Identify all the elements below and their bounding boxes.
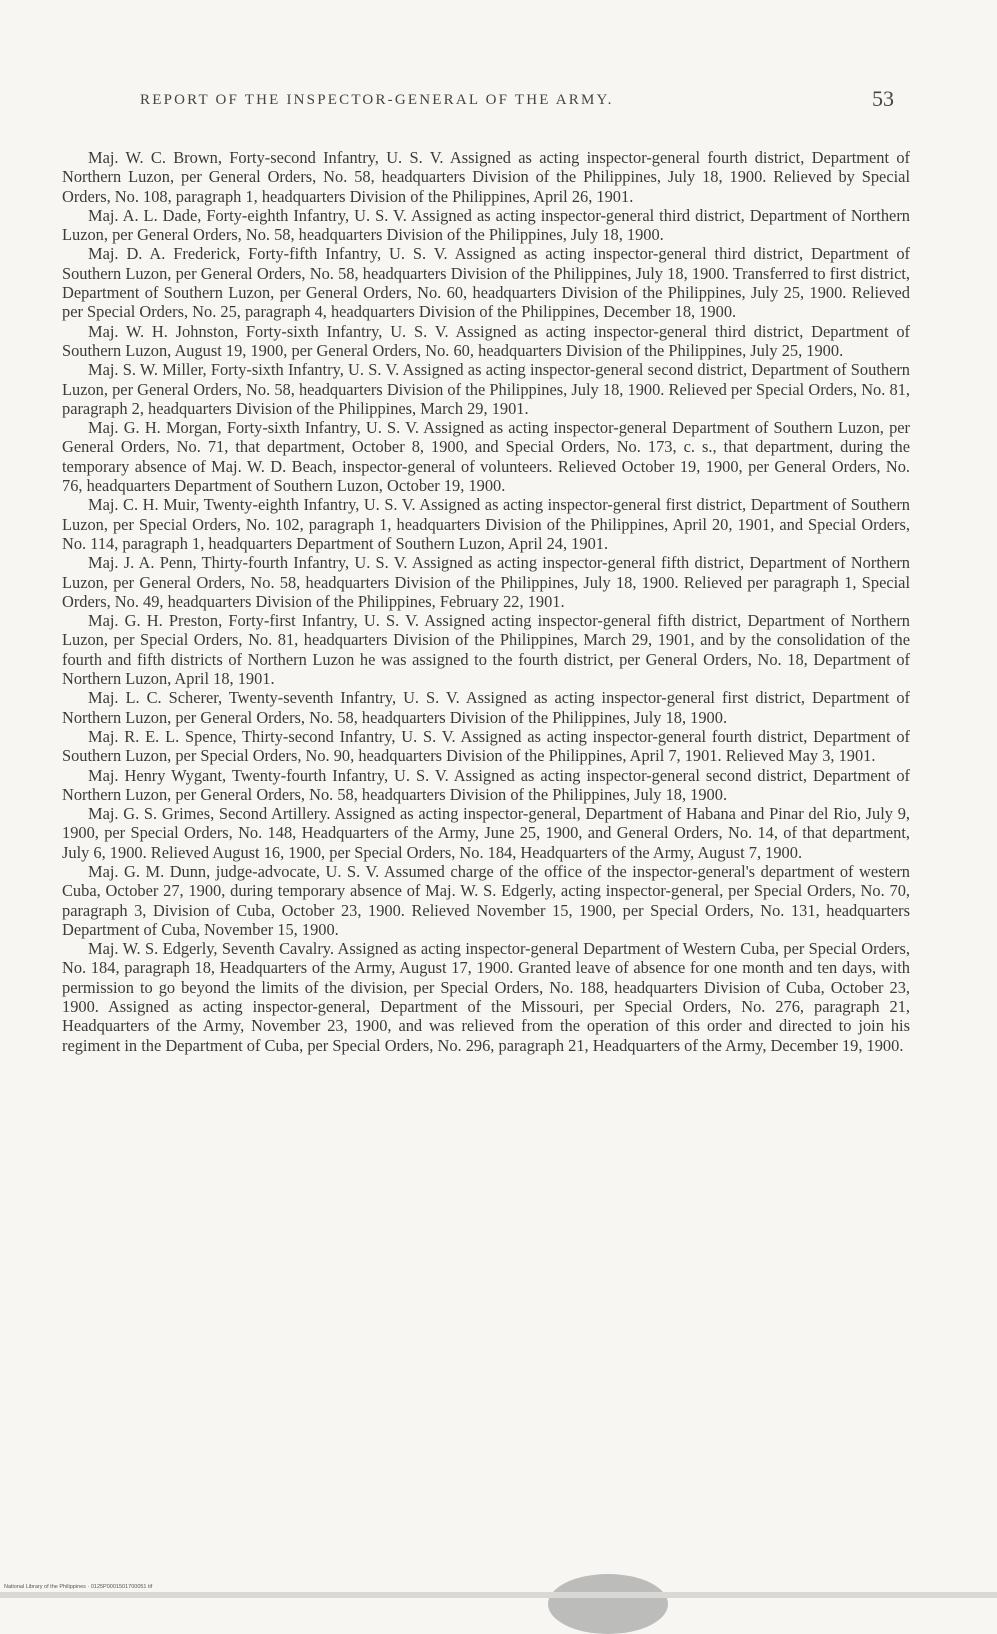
entry-penn: Maj. J. A. Penn, Thirty-fourth Infantry, U. S. V. Assigned as acting inspector-general fifth district, Department of Northern Luzon, per General Orders, No. 58, headquarters Division of the Philippines, July 18, 1900. Relieved per paragraph 1, Special Orders, No. 49, headquarters Division of the Philippines, February 22, 1901. bbox=[62, 553, 910, 611]
entry-miller: Maj. S. W. Miller, Forty-sixth Infantry, U. S. V. Assigned as acting inspector-general second district, Department of Southern Luzon, per General Orders, No. 58, headquarters Division of the Philippines, July 18, 1900. Relieved per Special Orders, No. 81, paragraph 2, headquarters Division of the Philippines, March 29, 1901. bbox=[62, 360, 910, 418]
scan-edge-shadow bbox=[548, 1574, 668, 1634]
page-header bbox=[120, 86, 900, 116]
entry-edgerly: Maj. W. S. Edgerly, Seventh Cavalry. Assigned as acting inspector-general Department of Western Cuba, per Special Orders, No. 184, paragraph 18, Headquarters of the Army, August 17, 1900. Granted leave of absence for one month and ten days, with permission to go beyond the limits of the division, per Special Orders, No. 188, headquarters Division of Cuba, October 23, 1900. Assigned as acting inspector-general, Department of the Missouri, per Special Orders, No. 276, paragraph 21, Headquarters of the Army, November 23, 1900, and was relieved from the operation of this order and directed to join his regiment in the Department of Cuba, per Special Orders, No. 296, paragraph 21, Headquarters of the Army, December 19, 1900. bbox=[62, 939, 910, 1055]
scan-bottom-edge bbox=[0, 1592, 997, 1598]
page-number: 53 bbox=[872, 86, 894, 111]
entry-wygant: Maj. Henry Wygant, Twenty-fourth Infantry, U. S. V. Assigned as acting inspector-general second district, Department of Northern Luzon, per General Orders, No. 58, headquarters Division of the Philippines, July 18, 1900. bbox=[62, 765, 910, 804]
entry-preston: Maj. G. H. Preston, Forty-first Infantry, U. S. V. Assigned acting inspector-general fifth district, Department of Northern Luzon, per Special Orders, No. 81, headquarters Division of the Philippines, March 29, 1901, and by the consolidation of the fourth and fifth districts of Northern Luzon he was assigned to the fourth district, per General Orders, No. 18, Department of Northern Luzon, April 18, 1901. bbox=[62, 611, 910, 689]
scan-footer-note: National Library of the Philippines · 0125P0001501700051 tif bbox=[4, 1584, 153, 1590]
entry-spence: Maj. R. E. L. Spence, Thirty-second Infantry, U. S. V. Assigned as acting inspector-general fourth district, Department of Southern Luzon, per Special Orders, No. 90, headquarters Division of the Philippines, April 7, 1901. Relieved May 3, 1901. bbox=[62, 726, 910, 766]
entry-brown: Maj. W. C. Brown, Forty-second Infantry, U. S. V. Assigned as acting inspector-general fourth district, Department of Northern Luzon, per General Orders, No. 58, headquarters Division of the Philippines, July 18, 1900. Relieved by Special Orders, No. 108, paragraph 1, headquarters Division of the Philippines, April 26, 1901. bbox=[62, 148, 910, 206]
entry-johnston: Maj. W. H. Johnston, Forty-sixth Infantry, U. S. V. Assigned as acting inspector-general third district, Department of Southern Luzon, August 19, 1900, per General Orders, No. 60, headquarters Division of the Philippines, July 25, 1900. bbox=[62, 321, 910, 360]
entry-grimes: Maj. G. S. Grimes, Second Artillery. Assigned as acting inspector-general, Department of Habana and Pinar del Rio, July 9, 1900, per Special Orders, No. 148, Headquarters of the Army, June 25, 1900, and General Orders, No. 14, of that department, July 6, 1900. Relieved August 16, 1900, per Special Orders, No. 184, Headquarters of the Army, August 7, 1900. bbox=[62, 804, 910, 862]
entry-morgan: Maj. G. H. Morgan, Forty-sixth Infantry, U. S. V. Assigned as acting inspector-general Department of Southern Luzon, per General Orders, No. 71, that department, October 8, 1900, and Special Orders, No. 173, c. s., that department, during the temporary absence of Maj. W. D. Beach, inspector-general of volunteers. Relieved October 19, 1900, per General Orders, No. 76, headquarters Department of Southern Luzon, October 19, 1900. bbox=[62, 418, 910, 496]
entry-dunn: Maj. G. M. Dunn, judge-advocate, U. S. V. Assumed charge of the office of the inspector-general's department of western Cuba, October 27, 1900, during temporary absence of Maj. W. S. Edgerly, acting inspector-general, per Special Orders, No. 70, paragraph 3, Division of Cuba, October 23, 1900. Relieved November 15, 1900, per Special Orders, No. 131, headquarters Department of Cuba, November 15, 1900. bbox=[62, 861, 910, 939]
entry-dade: Maj. A. L. Dade, Forty-eighth Infantry, U. S. V. Assigned as acting inspector-general third district, Department of Northern Luzon, per General Orders, No. 58, headquarters Division of the Philippines, July 18, 1900. bbox=[62, 205, 910, 245]
running-head: REPORT OF THE INSPECTOR-GENERAL OF THE ARMY. bbox=[140, 92, 614, 108]
entry-muir: Maj. C. H. Muir, Twenty-eighth Infantry, U. S. V. Assigned as acting inspector-general first district, Department of Southern Luzon, per Special Orders, No. 102, paragraph 1, headquarters Division of the Philippines, April 20, 1901, and Special Orders, No. 114, paragraph 1, headquarters Department of Southern Luzon, April 24, 1901. bbox=[62, 495, 910, 553]
report-body bbox=[62, 148, 910, 1055]
entry-scherer: Maj. L. C. Scherer, Twenty-seventh Infantry, U. S. V. Assigned as acting inspector-general first district, Department of Northern Luzon, per General Orders, No. 58, headquarters Division of the Philippines, July 18, 1900. bbox=[62, 688, 910, 727]
entry-frederick: Maj. D. A. Frederick, Forty-fifth Infantry, U. S. V. Assigned as acting inspector-general third district, Department of Southern Luzon, per General Orders, No. 58, headquarters Division of the Philippines, July 18, 1900. Transferred to first district, Department of Southern Luzon, per General Orders, No. 60, headquarters Division of the Philippines, July 25, 1900. Relieved per Special Orders, No. 25, paragraph 4, headquarters Division of the Philippines, December 18, 1900. bbox=[62, 244, 910, 322]
